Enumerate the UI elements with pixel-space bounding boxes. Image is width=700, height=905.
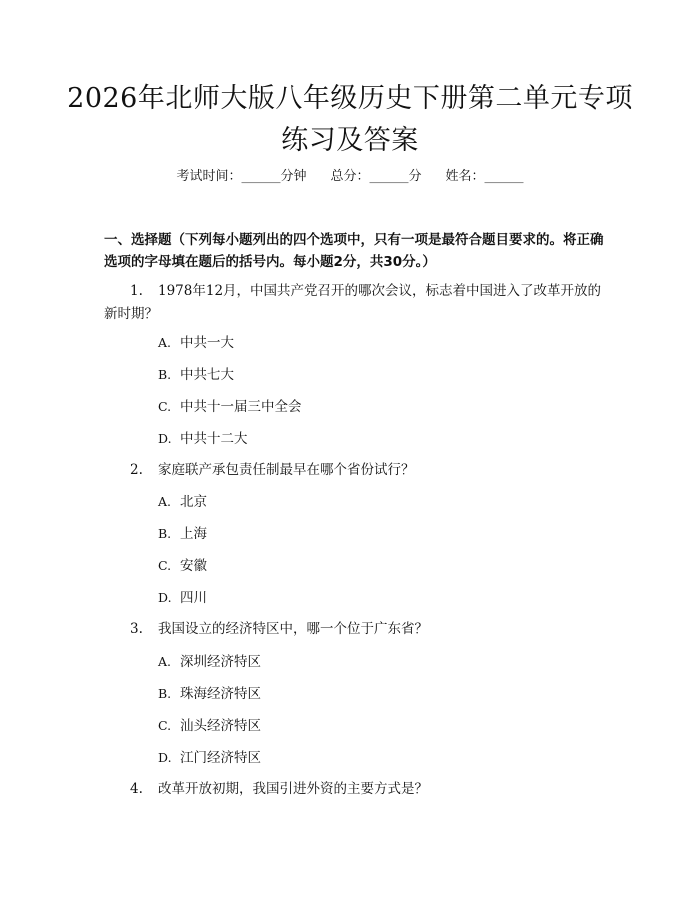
option-text: 深圳经济特区 [180,654,261,670]
question-number: 4. [130,781,143,797]
question-1-option-a [158,333,578,353]
student-name-label: 姓名：______ [445,169,524,184]
option-letter: A. [158,654,172,669]
option-text: 江门经济特区 [180,750,261,766]
question-text: 我国设立的经济特区中，哪一个位于广东省？ [158,621,428,637]
option-text: 安徽 [180,558,207,574]
option-text: 中共十一届三中全会 [180,399,302,415]
question-1 [104,280,604,326]
exam-meta [0,167,700,187]
question-4 [104,778,604,801]
exam-time-label: 考试时间：______分钟 [176,169,307,184]
option-letter: A. [158,494,172,509]
question-number: 2. [130,462,143,478]
option-text: 珠海经济特区 [180,686,261,702]
question-3-option-b [158,684,578,704]
question-1-option-d [158,429,578,449]
option-letter: C. [158,718,172,733]
question-2-option-d [158,588,578,608]
question-2-option-b [158,524,578,544]
option-letter: B. [158,686,172,701]
option-letter: B. [158,367,172,382]
question-1-option-c [158,397,578,417]
question-3-option-a [158,652,578,672]
question-number: 3. [130,621,143,637]
question-3-option-d [158,748,578,768]
option-text: 上海 [180,526,207,542]
question-2-option-a [158,492,578,512]
question-2-option-c [158,556,578,576]
option-letter: B. [158,526,172,541]
question-3 [104,618,604,641]
option-letter: D. [158,590,172,605]
section-heading-multiple-choice: 一、选择题（下列每小题列出的四个选项中，只有一项是最符合题目要求的。将正确选项的字母填在题后的括号内。每小题2分，共30分。） [104,232,604,270]
option-letter: C. [158,558,172,573]
total-score-label: 总分：______分 [330,169,422,184]
option-text: 四川 [180,590,207,606]
option-text: 中共十二大 [180,431,248,447]
question-text: 家庭联产承包责任制最早在哪个省份试行？ [158,462,415,478]
option-letter: D. [158,431,172,446]
document-title: 2026年北师大版八年级历史下册第二单元专项练习及答案 [67,83,633,156]
option-text: 中共七大 [180,367,234,383]
option-text: 北京 [180,494,207,510]
question-3-option-c [158,716,578,736]
option-letter: C. [158,399,172,414]
question-number: 1. [130,283,143,299]
question-2 [104,459,604,482]
option-text: 汕头经济特区 [180,718,261,734]
option-letter: D. [158,750,172,765]
question-text: 改革开放初期，我国引进外资的主要方式是？ [158,781,428,797]
option-letter: A. [158,335,172,350]
option-text: 中共一大 [180,335,234,351]
question-1-option-b [158,365,578,385]
question-text: 1978年12月，中国共产党召开的哪次会议，标志着中国进入了改革开放的新时期？ [104,283,602,322]
